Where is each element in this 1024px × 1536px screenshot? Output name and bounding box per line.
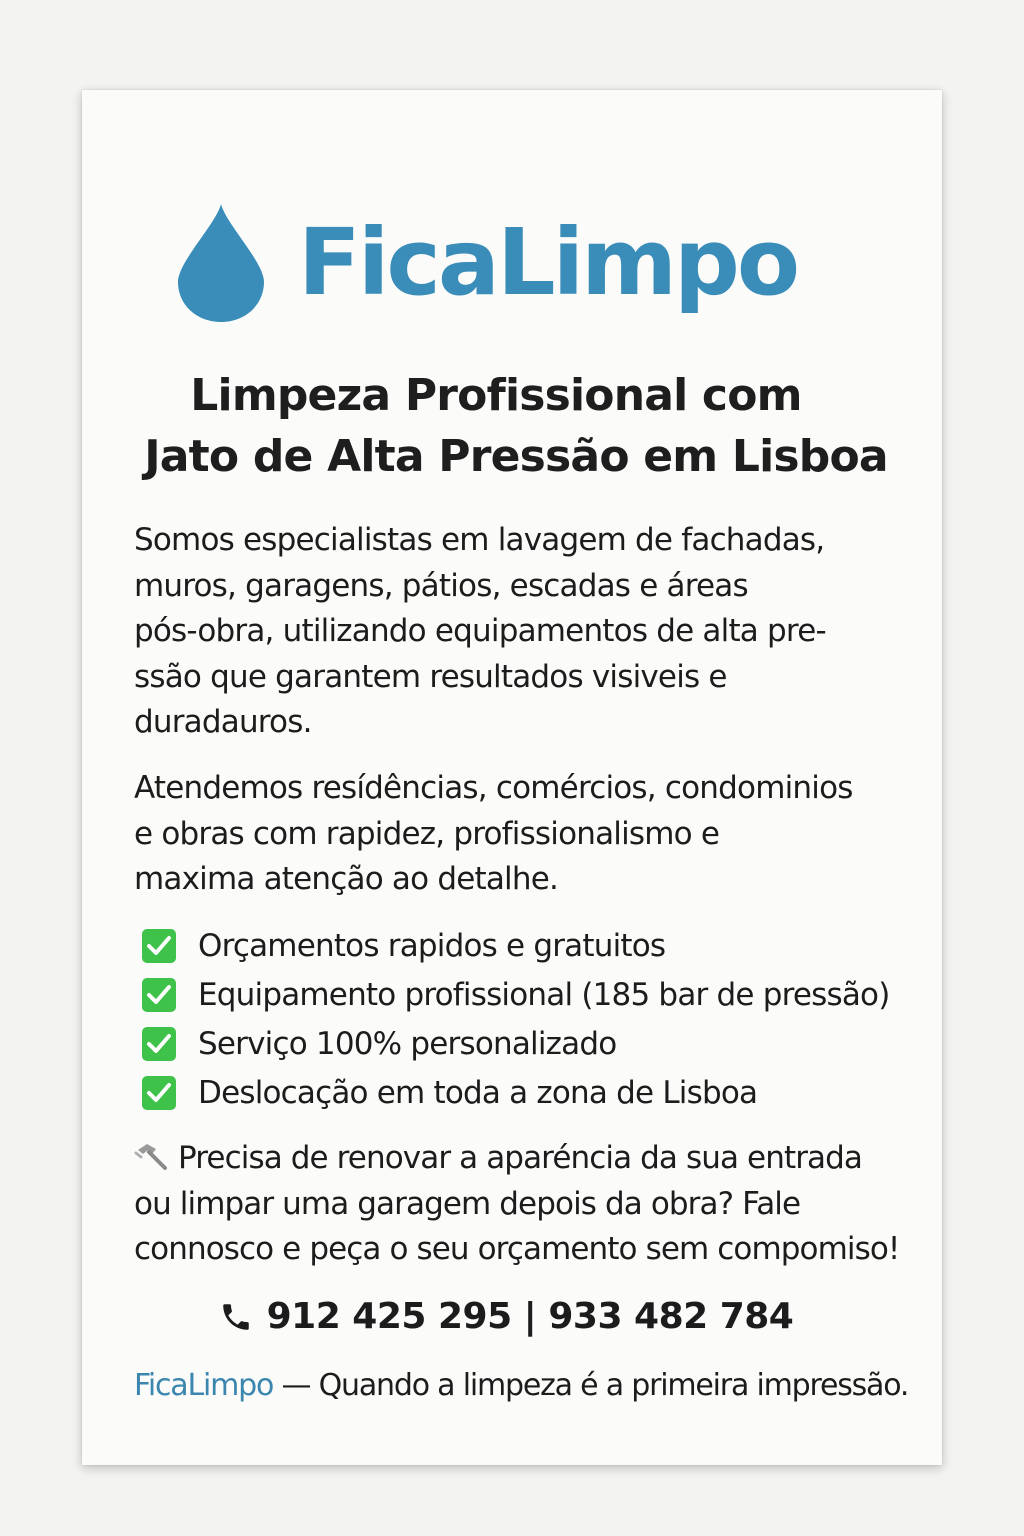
flyer-card — [82, 90, 942, 1465]
clients-paragraph — [134, 766, 924, 903]
feature-list — [142, 921, 890, 1117]
headline-line-1: Limpeza Profissional com — [190, 370, 802, 421]
tagline-brand: FicaLimpo — [134, 1368, 274, 1403]
cta-line-2: ou limpar uma garagem depois da obra? Fale — [134, 1185, 801, 1222]
phone-icon — [219, 1300, 253, 1334]
feature-item — [142, 1019, 890, 1068]
call-to-action — [134, 1136, 934, 1273]
check-mark-icon — [142, 1076, 176, 1110]
check-mark-icon — [142, 1027, 176, 1061]
phone-numbers[interactable]: 912 425 295 | 933 482 784 — [266, 1296, 794, 1337]
tagline — [134, 1368, 908, 1403]
intro-line: Somos especialistas em lavagem de fachadas, — [134, 522, 825, 558]
headline-line-2: Jato de Alta Pressão em Lisboa — [144, 431, 888, 482]
feature-label: Deslocação em toda a zona de Lisboa — [198, 1074, 758, 1111]
intro-line: duradauros. — [134, 704, 312, 740]
logo-wordmark: FicaLimpo — [298, 208, 798, 316]
intro-paragraph — [134, 518, 924, 746]
feature-item — [142, 1068, 890, 1117]
clients-line: e obras com rapidez, profissionalismo e — [134, 815, 720, 852]
water-drop-icon — [176, 202, 266, 324]
contact-phones — [82, 1296, 942, 1343]
logo — [176, 195, 797, 330]
cta-line-1 — [134, 1136, 934, 1182]
check-mark-icon — [142, 978, 176, 1012]
feature-label: Orçamentos rapidos e gratuitos — [198, 927, 666, 964]
feature-label: Serviço 100% personalizado — [198, 1025, 617, 1062]
intro-line: pós-obra, utilizando equipamentos de alta pre- — [134, 613, 826, 649]
headline — [82, 365, 942, 487]
feature-label: Equipamento profissional (185 bar de pressão) — [198, 976, 890, 1013]
hammer-icon — [134, 1141, 170, 1171]
tagline-text: — Quando a limpeza é a primeira impressão. — [273, 1368, 909, 1403]
check-mark-icon — [142, 929, 176, 963]
clients-line: maxima atenção ao detalhe. — [134, 861, 559, 897]
clients-line: Atendemos resídências, comércios, condominios — [134, 770, 853, 806]
intro-line: muros, garagens, pátios, escadas e áreas — [134, 567, 748, 604]
feature-item — [142, 970, 890, 1019]
cta-text-1: Precisa de renovar a aparéncia da sua entrada — [178, 1140, 863, 1176]
feature-item — [142, 921, 890, 970]
cta-line-3: connosco e peça o seu orçamento sem compomiso! — [134, 1231, 900, 1267]
intro-line: ssão que garantem resultados visiveis e — [134, 658, 727, 695]
